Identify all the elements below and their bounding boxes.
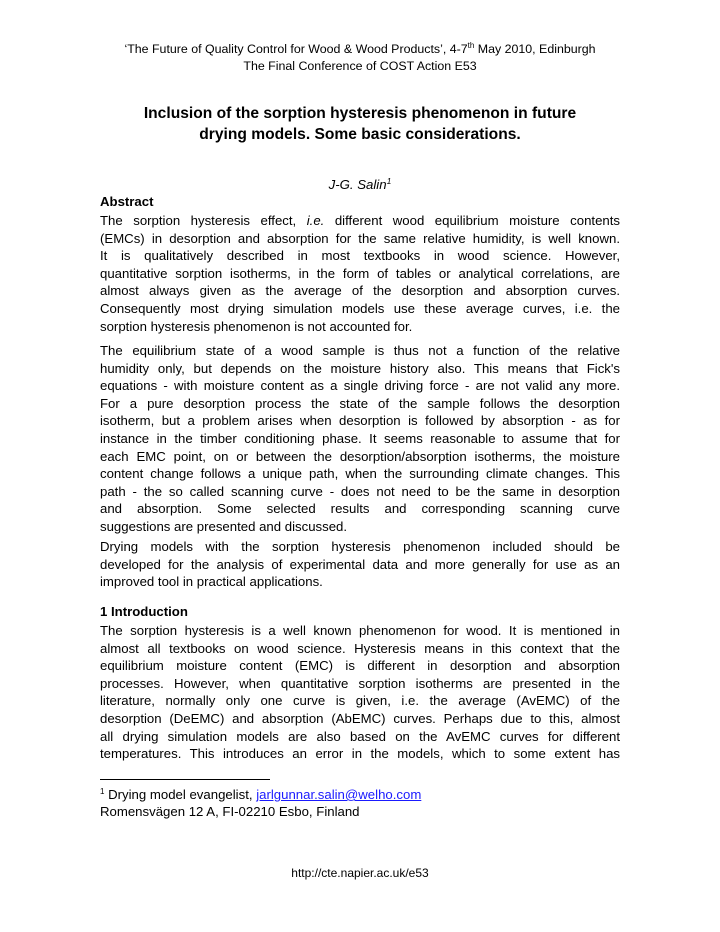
paper-title bbox=[0, 103, 720, 145]
text-line: (EMCs) in desorption and absorption for the same relative humidity, is well known. bbox=[100, 230, 620, 246]
text-line: desorption (DeEMC) and absorption (AbEMC) curves. Perhaps due to this, almost bbox=[100, 710, 620, 726]
text-line: literature, normally only one curve is given, i.e. the average (AvEMC) of the bbox=[100, 693, 620, 709]
text-line: content change follows a unique path, when the surrounding climate changes. This bbox=[100, 466, 620, 482]
footnote-marker: 1 bbox=[100, 787, 105, 796]
text-line: Drying models with the sorption hysteresis phenomenon included should be bbox=[100, 539, 620, 554]
text-line: each EMC point, on or between the desorption/absorption isotherms, the moisture bbox=[100, 448, 620, 464]
text-line: The sorption hysteresis is a well known phenomenon for wood. It is mentioned in bbox=[100, 623, 620, 638]
text-line: path - the so called scanning curve - does not need to be the same in desorption bbox=[100, 483, 620, 499]
text-line: almost always given as the average of the desorption and absorption curves. bbox=[100, 283, 620, 299]
text-line: processes. However, when quantitative sorption isotherms are presented in the bbox=[100, 675, 620, 691]
introduction-heading: 1 Introduction bbox=[100, 604, 188, 619]
conference-header-line2: The Final Conference of COST Action E53 bbox=[243, 59, 477, 73]
text-line: developed for the analysis of experimental data and more generally for use as an bbox=[100, 556, 620, 572]
text-run: The sorption hysteresis effect, bbox=[100, 213, 307, 228]
footnote-text: Drying model evangelist, bbox=[104, 787, 257, 802]
footnote-line1 bbox=[100, 786, 421, 803]
text-line: The equilibrium state of a wood sample is thus not a function of the relative bbox=[100, 343, 620, 358]
text-line: humidity only, but depends on the moisture history also. This means that Fick's bbox=[100, 360, 620, 376]
text-line: quantitative sorption isotherms, in the form of tables or analytical correlations, are bbox=[100, 265, 620, 281]
text-line: For a pure desorption process the state of the sample follows the desorption bbox=[100, 395, 620, 411]
abstract-paragraph-2 bbox=[100, 342, 620, 536]
footnote-separator bbox=[100, 779, 270, 780]
date-superscript: th bbox=[467, 41, 475, 50]
footnote-address: Romensvägen 12 A, FI-02210 Esbo, Finland bbox=[100, 804, 360, 819]
author-name: J-G. Salin bbox=[328, 177, 387, 192]
text-line: almost all textbooks on wood science. Hysteresis means in this context that the bbox=[100, 640, 620, 656]
introduction-paragraph-1 bbox=[100, 622, 620, 763]
text-line: all drying simulation models are also based on the AvEMC curves for different bbox=[100, 728, 620, 744]
text-line: improved tool in practical applications. bbox=[100, 574, 323, 590]
text-run: different wood equilibrium moisture contents bbox=[324, 213, 621, 228]
conference-name: ‘The Future of Quality Control for Wood & Wood Products’, 4-7 bbox=[124, 42, 468, 56]
italic-text: i.e. bbox=[306, 213, 325, 228]
text-line: instance in the timber conditioning phase. It seems reasonable to assume that for bbox=[100, 430, 620, 446]
text-line: isotherm, but a problem arises when desorption is followed by absorption - as for bbox=[100, 413, 620, 429]
footer-url: http://cte.napier.ac.uk/e53 bbox=[291, 866, 429, 880]
author bbox=[0, 176, 720, 194]
author-email-link[interactable]: jarlgunnar.salin@welho.com bbox=[256, 787, 422, 802]
text-line bbox=[100, 212, 620, 230]
conference-header-line1 bbox=[0, 41, 720, 58]
text-line: temperatures. This introduces an error in the models, which to some extent has bbox=[100, 746, 620, 762]
author-footnote-marker: 1 bbox=[386, 176, 392, 186]
paper-title-line2: drying models. Some basic considerations. bbox=[199, 126, 521, 143]
text-line: sorption hysteresis phenomenon is not accounted for. bbox=[100, 318, 413, 334]
text-line: It is qualitatively described in most textbooks in wood science. However, bbox=[100, 248, 620, 264]
conference-date: May 2010, Edinburgh bbox=[474, 42, 596, 56]
text-line: equations - with moisture content as a single driving force - are not valid any more. bbox=[100, 378, 620, 394]
text-line: equilibrium moisture content (EMC) is different in desorption and absorption bbox=[100, 658, 620, 674]
paper-title-line1: Inclusion of the sorption hysteresis phenomenon in future bbox=[143, 105, 577, 122]
text-line: and absorption. Some selected results and corresponding scanning curve bbox=[100, 501, 620, 517]
text-line: suggestions are presented and discussed. bbox=[100, 518, 348, 534]
text-line: Consequently most drying simulation models use these average curves, i.e. the bbox=[100, 300, 620, 316]
abstract-paragraph-3 bbox=[100, 538, 620, 591]
abstract-paragraph-1 bbox=[100, 212, 620, 335]
abstract-heading: Abstract bbox=[100, 194, 154, 209]
